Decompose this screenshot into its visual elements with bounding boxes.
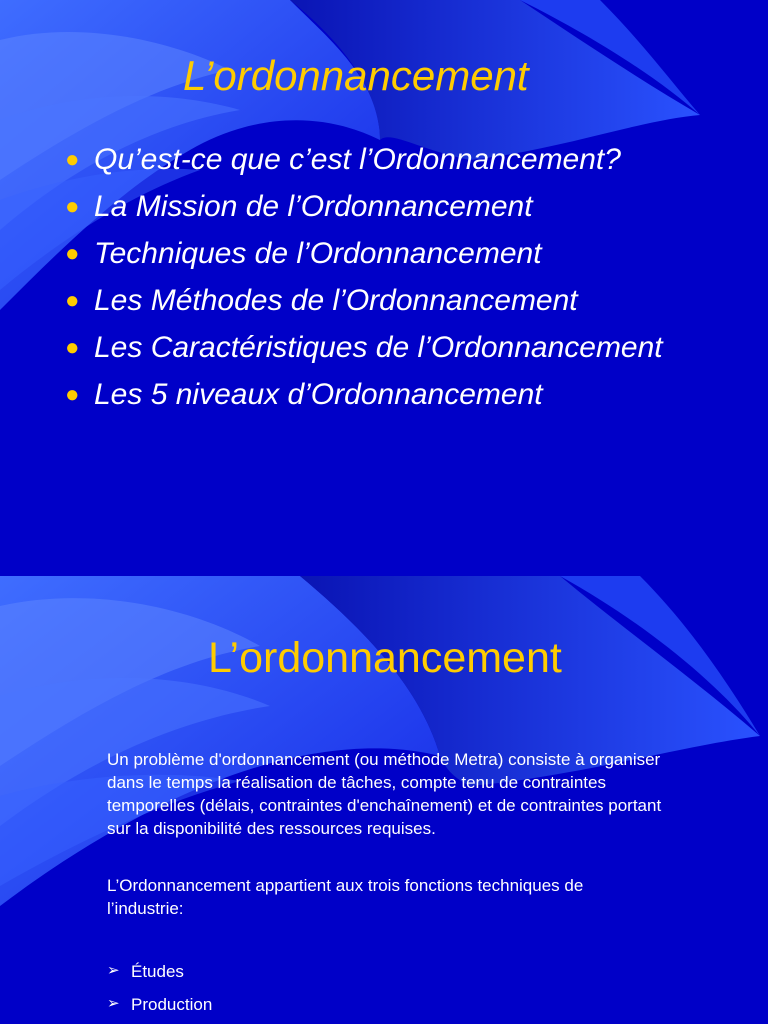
list-item: ● Les 5 niveaux d’Ordonnancement [62, 375, 742, 415]
bullet-dot-icon: ● [65, 287, 80, 314]
bullet-dot-icon: ● [65, 381, 80, 408]
list-item: ● La Mission de l’Ordonnancement [62, 187, 742, 227]
slide-title: L’ordonnancement [183, 52, 529, 99]
list-item: ● Les Caractéristiques de l’Ordonnancement [62, 328, 742, 368]
functions-paragraph: L’Ordonnancement appartient aux trois fonctions techniques de l’industrie: [107, 876, 584, 918]
slide-2 [0, 576, 768, 1024]
definition-paragraph: Un problème d'ordonnancement (ou méthode Metra) consiste à organiser dans le temps la réalisation de tâches, compte tenu de contraintes temporelles (délais, contraintes d'enchaînement) et de contraintes portant sur la disponibilité des ressources requises. [107, 750, 662, 838]
list-item: ● Qu’est-ce que c’est l’Ordonnancement? [62, 140, 742, 180]
bullet-dot-icon: ● [65, 334, 80, 361]
arrowhead-icon: ➢ [107, 995, 120, 1012]
bullet-dot-icon: ● [65, 240, 80, 267]
list-item: ● Les Méthodes de l’Ordonnancement [62, 281, 742, 321]
list-item: ➢ Production [107, 995, 213, 1014]
slide-title: L’ordonnancement [208, 634, 562, 682]
bullet-dot-icon: ● [65, 193, 80, 220]
bullet-list [62, 140, 742, 422]
bullet-dot-icon: ● [65, 146, 80, 173]
arrowhead-icon: ➢ [107, 962, 120, 979]
list-item: ● Techniques de l’Ordonnancement [62, 234, 742, 274]
function-list [107, 961, 212, 1024]
list-item: ➢ Études [107, 962, 184, 981]
